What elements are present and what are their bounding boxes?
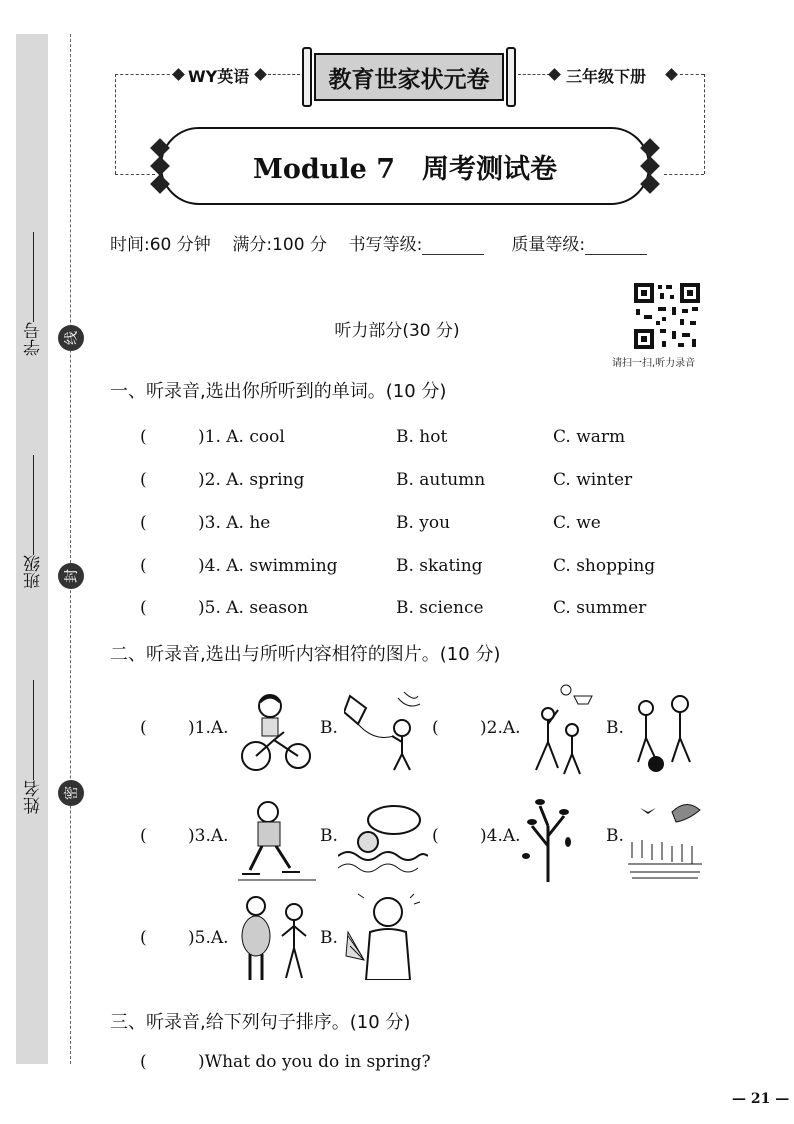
- answer-blank[interactable]: (: [140, 826, 147, 846]
- option-c: C. winter: [553, 470, 633, 490]
- binding-cut-line: [70, 34, 71, 1064]
- exam-meta: [110, 230, 730, 255]
- picture-question: [432, 826, 521, 850]
- flying-kite-picture[interactable]: [344, 692, 422, 776]
- series-title-banner: [302, 47, 516, 107]
- page-number: — 21 —: [732, 1091, 790, 1107]
- winter-children-picture[interactable]: [236, 892, 312, 984]
- name-label: 姓名: [23, 780, 44, 814]
- header-dash-right: [680, 74, 704, 75]
- question-row: [140, 1052, 760, 1076]
- answer-blank[interactable]: (: [140, 1052, 147, 1072]
- listening-heading: 听力部分(30 分): [334, 321, 460, 341]
- option-b-label: B.: [320, 826, 338, 846]
- swimming-picture[interactable]: [338, 800, 428, 880]
- answer-blank[interactable]: (: [140, 513, 147, 533]
- writing-grade-blank[interactable]: [422, 236, 484, 255]
- picture-question: [140, 928, 229, 952]
- section-3-heading: 三、听录音,给下列句子排序。(10 分): [110, 1012, 411, 1033]
- option-a: )4. A. swimming: [198, 556, 338, 576]
- diamond-icon: [172, 68, 185, 81]
- option-b-label: B.: [606, 718, 624, 738]
- option-a-label: )1.A.: [188, 718, 229, 738]
- page-title: Module 7 周考测试卷: [252, 153, 558, 185]
- diamond-icon: [665, 68, 678, 81]
- name-field[interactable]: [18, 680, 48, 814]
- option-b-label: B.: [320, 928, 338, 948]
- answer-blank[interactable]: (: [140, 470, 147, 490]
- header-dash: [268, 74, 300, 75]
- option-a: )1. A. cool: [198, 427, 285, 447]
- answer-blank[interactable]: (: [432, 826, 439, 846]
- option-b: B. you: [396, 513, 451, 533]
- class-field[interactable]: [18, 455, 48, 589]
- header-dash-left-bottom: [115, 174, 155, 175]
- answer-blank[interactable]: (: [140, 427, 147, 447]
- header-dash: [518, 74, 550, 75]
- option-a: )3. A. he: [198, 513, 271, 533]
- option-c: C. we: [553, 513, 601, 533]
- section-1-heading: 一、听录音,选出你所听到的单词。(10 分): [110, 381, 447, 402]
- question-row: [140, 556, 760, 580]
- seal-seal: 封: [58, 563, 84, 589]
- option-c: C. shopping: [553, 556, 656, 576]
- seal-line: 线: [58, 325, 84, 351]
- option-a: )2. A. spring: [198, 470, 305, 490]
- option-c: C. warm: [553, 427, 626, 447]
- option-b-label: B.: [606, 826, 624, 846]
- header-dash-left: [115, 74, 175, 75]
- answer-blank[interactable]: (: [432, 718, 439, 738]
- hot-summer-fan-picture[interactable]: [344, 890, 426, 980]
- answer-blank[interactable]: (: [140, 718, 147, 738]
- header-vdash-right: [704, 74, 705, 174]
- picture-question: [432, 718, 521, 742]
- diamond-icon: [254, 68, 267, 81]
- sentence-text: )What do you do in spring?: [198, 1052, 431, 1072]
- question-row: [140, 598, 760, 622]
- picture-question: [140, 826, 229, 850]
- playing-basketball-picture[interactable]: [522, 684, 598, 778]
- class-label: 班级: [23, 555, 44, 589]
- student-id-label: 学号: [23, 322, 44, 356]
- picture-question: [140, 718, 229, 742]
- skating-picture[interactable]: [238, 798, 316, 882]
- name-line: [33, 680, 34, 780]
- option-a-label: )5.A.: [188, 928, 229, 948]
- option-c: C. summer: [553, 598, 647, 618]
- time-limit: 时间:60 分钟: [110, 235, 211, 255]
- option-b: B. hot: [396, 427, 448, 447]
- grade-tag: 三年级下册: [566, 67, 647, 86]
- diamond-icon: [548, 68, 561, 81]
- scroll-roll-icon: [302, 47, 312, 107]
- playing-football-picture[interactable]: [628, 692, 702, 774]
- seal-secret: 密: [58, 780, 84, 806]
- full-score: 满分:100 分: [232, 235, 327, 255]
- option-a: )5. A. season: [198, 598, 309, 618]
- scroll-roll-icon: [506, 47, 516, 107]
- quality-grade-label: 质量等级:: [511, 235, 586, 255]
- header-vdash-left: [115, 74, 116, 174]
- qr-caption: 请扫一扫,听力录音: [612, 358, 696, 369]
- spring-flowers-picture[interactable]: [626, 798, 704, 880]
- autumn-tree-picture[interactable]: [518, 796, 578, 882]
- answer-blank[interactable]: (: [140, 556, 147, 576]
- subject-tag: WY英语: [188, 67, 250, 86]
- answer-blank[interactable]: (: [140, 598, 147, 618]
- writing-grade-label: 书写等级:: [348, 235, 423, 255]
- option-b-label: B.: [320, 718, 338, 738]
- section-2-heading: 二、听录音,选出与所听内容相符的图片。(10 分): [110, 644, 501, 665]
- question-row: [140, 513, 760, 537]
- series-title: 教育世家状元卷: [314, 53, 504, 101]
- class-line: [33, 455, 34, 555]
- header-dash-right-bottom: [664, 174, 704, 175]
- option-a-label: )4.A.: [480, 826, 521, 846]
- answer-blank[interactable]: (: [140, 928, 147, 948]
- question-row: [140, 470, 760, 494]
- option-a-label: )2.A.: [480, 718, 521, 738]
- question-row: [140, 427, 760, 451]
- option-b: B. autumn: [396, 470, 486, 490]
- student-id-line: [33, 232, 34, 322]
- option-a-label: )3.A.: [188, 826, 229, 846]
- quality-grade-blank[interactable]: [585, 236, 647, 255]
- option-b: B. skating: [396, 556, 483, 576]
- option-b: B. science: [396, 598, 484, 618]
- boy-riding-bike-picture[interactable]: [240, 692, 312, 774]
